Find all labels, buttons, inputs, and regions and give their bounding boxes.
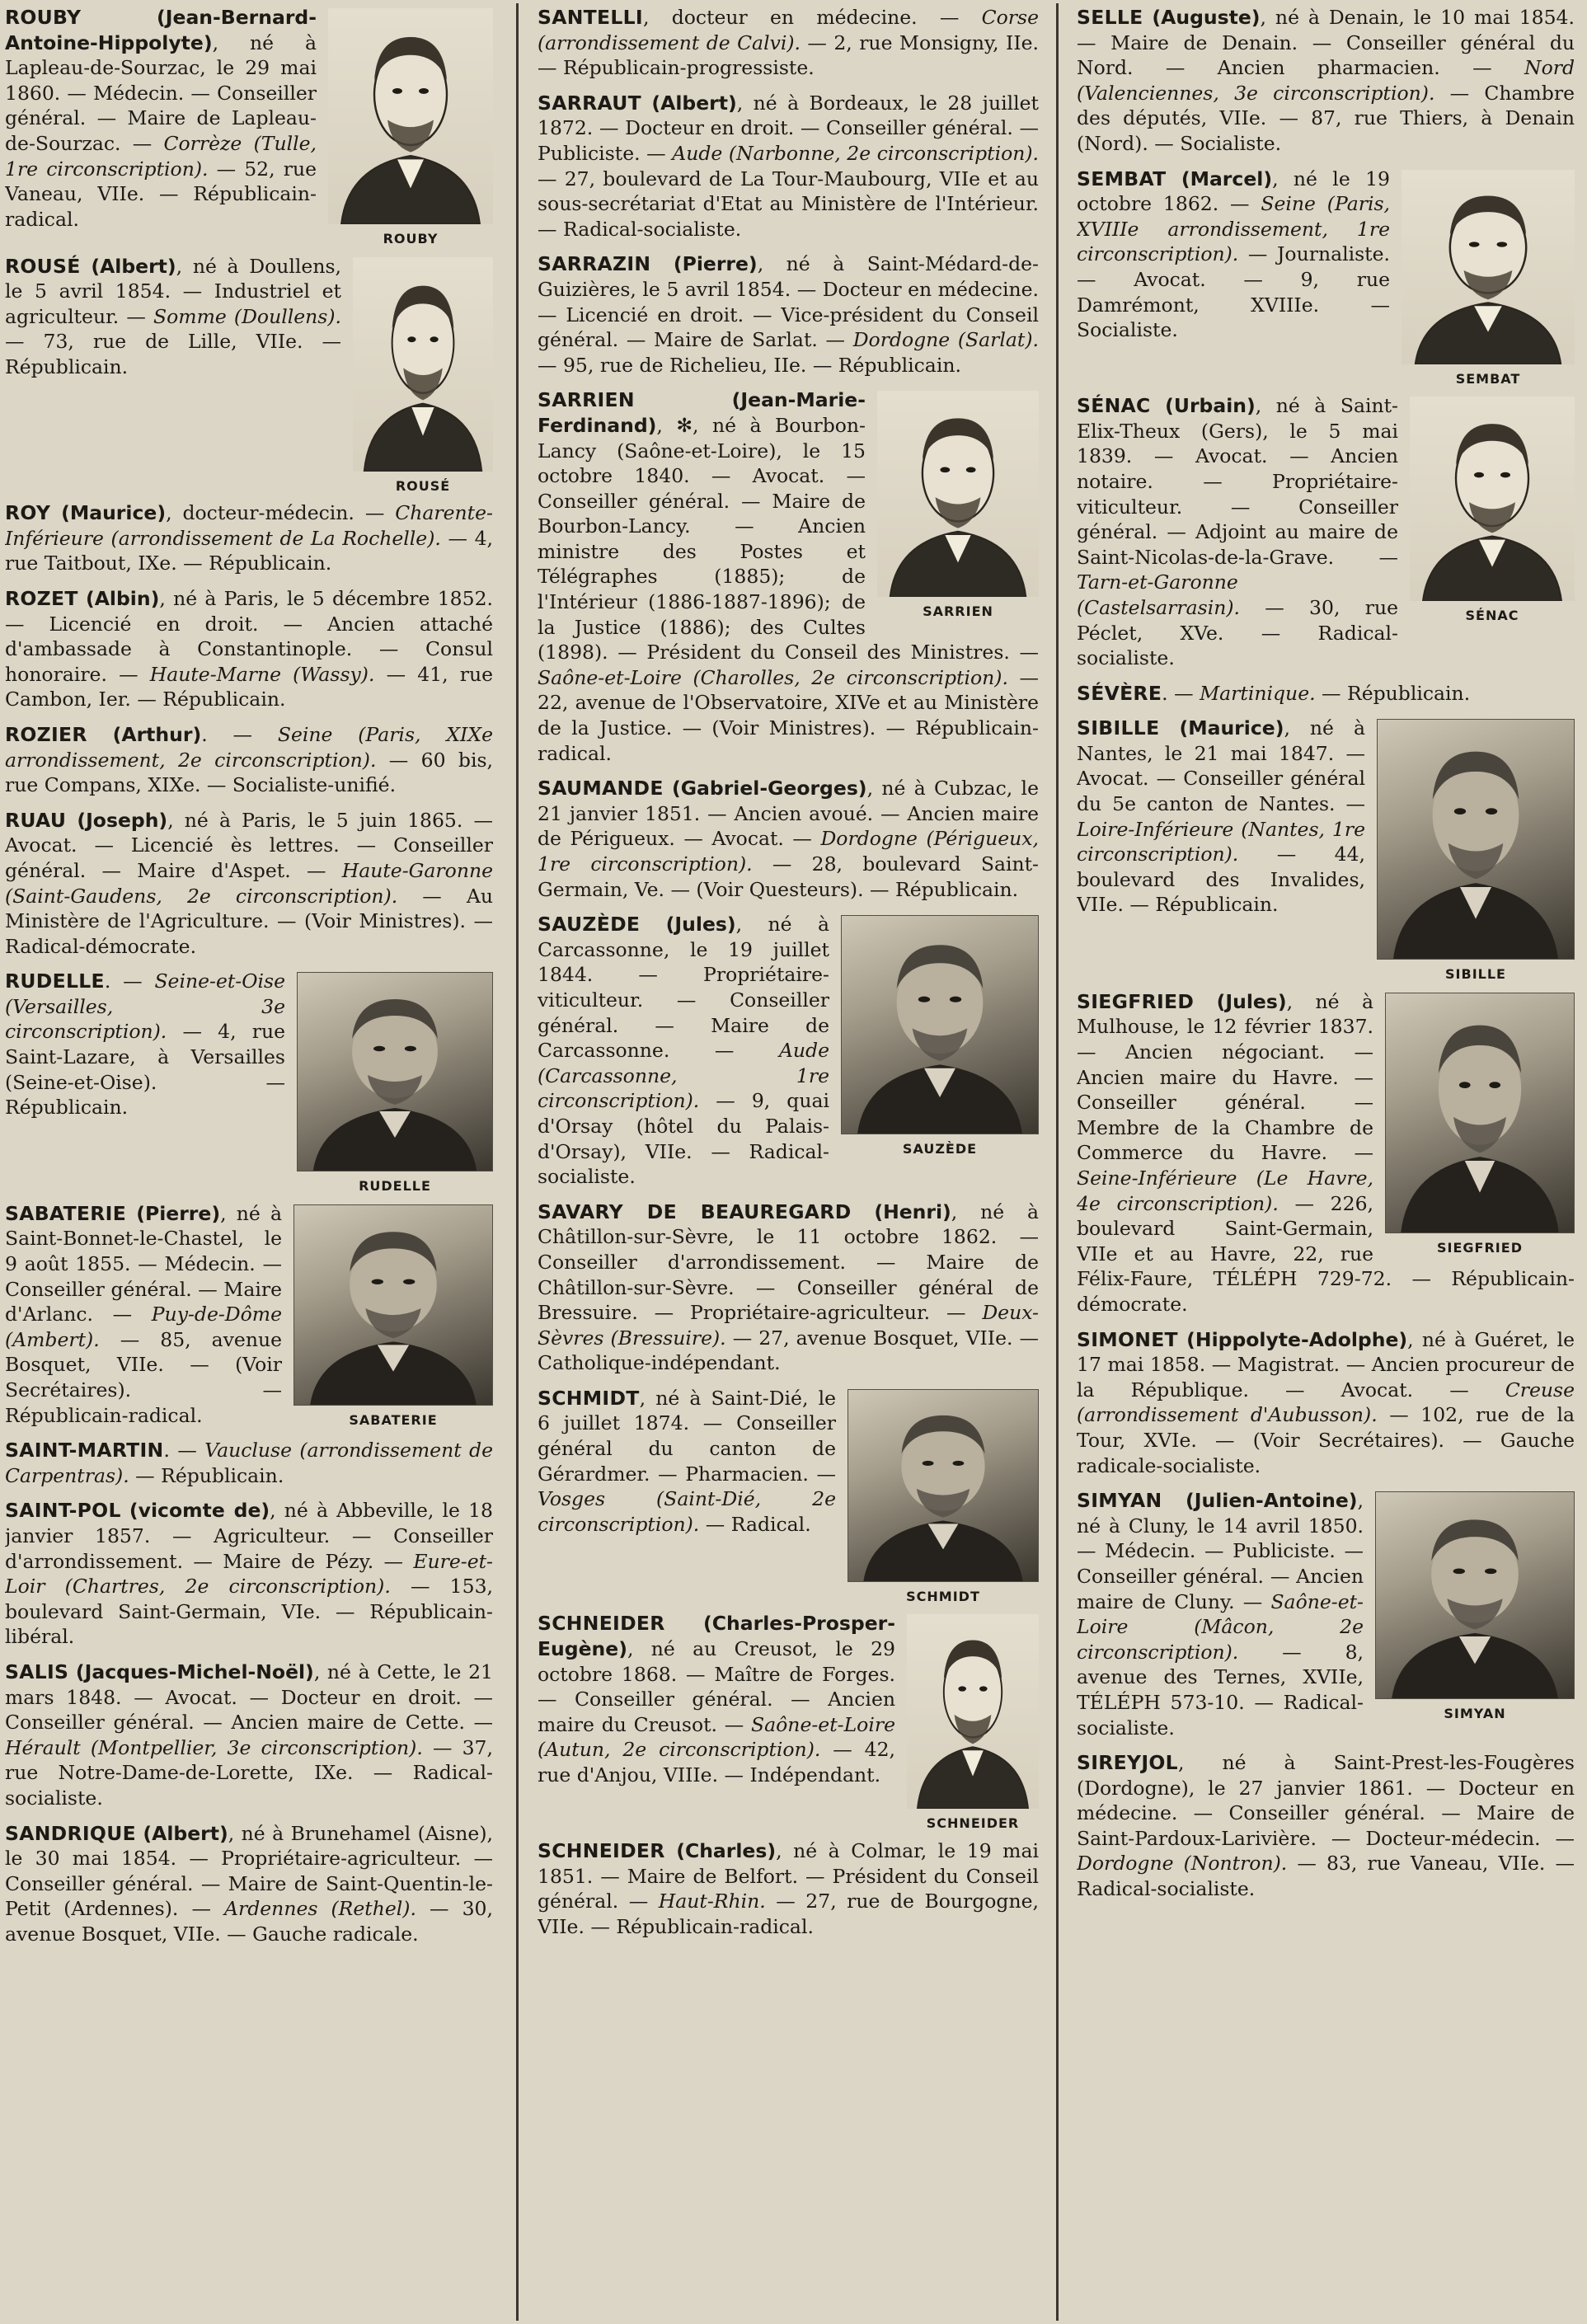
deputy-address-party: — 27, rue de Bourgogne, VIIe. — Républicain-radical. <box>538 1890 1039 1938</box>
portrait-caption: SARRIEN <box>923 603 993 620</box>
deputy-name: ROUSÉ <box>5 254 81 278</box>
deputy-name: SARRAZIN <box>538 252 651 276</box>
deputy-name: SCHMIDT <box>538 1386 640 1410</box>
deputy-details: , né à Nantes, le 21 mai 1847. — Avocat. — Conseiller général du 5e canton de Nantes. — <box>1077 716 1365 816</box>
column-divider <box>1056 3 1059 2321</box>
deputy-details: , né à Cubzac, le 21 janvier 1851. — Ancien avoué. — Ancien maire de Périgueux. — Avocat. — <box>538 777 1039 851</box>
deputy-constituency: Nord (Valenciennes, 3e circonscription). <box>1077 56 1575 105</box>
deputy-first-names: (Hippolyte-Adolphe) <box>1186 1327 1408 1351</box>
deputy-first-names: (Albert) <box>91 254 176 278</box>
deputy-name: SABATERIE <box>5 1201 127 1225</box>
deputy-first-names: (Maurice) <box>1179 716 1284 740</box>
deputy-address-party: — 37, rue Notre-Dame-de-Lorette, IXe. — Radical-socialiste. <box>5 1735 493 1810</box>
deputy-constituency: Seine-et-Oise (Versailles, 3e circonscription). <box>5 970 285 1044</box>
deputy-constituency: Martinique. <box>1200 681 1316 705</box>
deputy-constituency: Corrèze (Tulle, 1re circonscription). <box>5 131 317 181</box>
deputy-address-party: — 42, rue d'Anjou, VIIIe. — Indépendant. <box>538 1738 895 1787</box>
deputy-name: SARRAUT <box>538 91 641 115</box>
deputy-details: . — <box>104 970 155 993</box>
deputy-entry <box>1077 167 1575 387</box>
deputy-address-party: — 60 bis, rue Compans, XIXe. — Socialiste-unifié. <box>5 748 493 797</box>
deputy-address-party: — 41, rue Cambon, Ier. — Républicain. <box>5 662 493 711</box>
portrait <box>328 8 493 252</box>
deputy-details: , né à Saint-Elix-Theux (Gers), le 5 mai 1839. — Avocat. — Ancien notaire. — Propriétaire-viticulteur. — Conseiller général. — Adjoint au maire de Saint-Nicolas-de-la-Grave. — <box>1077 394 1398 569</box>
deputy-details: , né à Carcassonne, le 19 juillet 1844. — Propriétaire-viticulteur. — Conseiller général. — Maire de Carcassonne. — <box>538 913 829 1063</box>
deputy-address-party: — 4, rue Taitbout, IXe. — Républicain. <box>5 526 493 575</box>
deputy-details: , né à Bordeaux, le 28 juillet 1872. — Docteur en droit. — Conseiller général. — Publiciste. — <box>538 91 1039 165</box>
deputy-entry <box>5 1498 493 1650</box>
deputy-first-names: (Joseph) <box>77 808 168 832</box>
deputy-first-names: (Pierre) <box>136 1201 221 1225</box>
deputy-entry <box>1077 393 1575 671</box>
portrait-image <box>1402 170 1575 364</box>
portrait-image <box>847 1389 1039 1582</box>
portrait <box>1377 719 1575 988</box>
deputy-constituency: Hérault (Montpellier, 3e circonscription). <box>5 1735 423 1759</box>
deputy-address-party: — 2, rue Monsigny, IIe. — Républicain-progressiste. <box>538 31 1039 80</box>
deputy-first-names: (Gabriel-Georges) <box>672 777 867 800</box>
portrait-image <box>297 972 493 1171</box>
deputy-address-party: — 85, avenue Bosquet, VIIe. — (Voir Secrétaires). — Républicain-radical. <box>5 1327 282 1427</box>
portrait-caption: SCHNEIDER <box>926 1815 1020 1832</box>
deputy-address-party: — Journaliste. — Avocat. — 9, rue Damrémont, XVIIIe. — Socialiste. <box>1077 242 1390 342</box>
deputy-entry <box>5 969 493 1195</box>
deputy-first-names: (Henri) <box>874 1200 951 1223</box>
deputy-details: , né à Mulhouse, le 12 février 1837. — Ancien négociant. — Ancien maire du Havre. — Conseiller général. — Membre de la Chambre de Commerce du Havre. — <box>1077 989 1373 1165</box>
deputy-name: SAVARY DE BEAUREGARD <box>538 1200 852 1223</box>
portrait-image <box>353 257 493 472</box>
portrait-caption: SCHMIDT <box>906 1588 980 1604</box>
deputy-constituency: Aude (Carcassonne, 1re circonscription). <box>538 1039 829 1113</box>
portrait-caption: SABATERIE <box>349 1411 438 1428</box>
deputy-details: , né au Creusot, le 29 octobre 1868. — Maître de Forges. — Conseiller général. — Ancien maire du Creusot. — <box>538 1637 895 1736</box>
deputy-name: ROUBY <box>5 6 82 29</box>
deputy-entry <box>1077 1327 1575 1479</box>
portrait <box>1375 1491 1575 1727</box>
portrait <box>293 1204 493 1434</box>
deputy-first-names: (Jacques-Michel-Noël) <box>75 1660 314 1683</box>
deputy-entry <box>538 1386 1039 1604</box>
deputy-details: , né à Saint-Dié, le 6 juillet 1874. — Conseiller général du canton de Gérardmer. — Pharmacien. — <box>538 1386 836 1486</box>
deputy-name: ROY <box>5 501 51 525</box>
deputy-first-names: (Pierre) <box>673 252 758 276</box>
deputy-address-party: — 30, avenue Bosquet, VIIe. — Gauche radicale. <box>5 1897 493 1946</box>
deputy-details: , né à Cette, le 21 mars 1848. — Avocat. — Docteur en droit. — Conseiller général. — Ancien maire de Cette. — <box>5 1660 493 1735</box>
portrait-caption: SÉNAC <box>1465 608 1519 624</box>
deputy-entry <box>5 500 493 576</box>
deputy-entry <box>538 387 1039 766</box>
deputy-first-names: (Marcel) <box>1181 167 1273 190</box>
deputy-name: SIREYJOL <box>1077 1751 1178 1775</box>
deputy-entry <box>5 1821 493 1947</box>
deputy-address-party: — 4, rue Saint-Lazare, à Versailles (Seine-et-Oise). — Républicain. <box>5 1020 285 1120</box>
deputy-first-names: (Julien-Antoine) <box>1186 1489 1358 1513</box>
deputy-name: SCHNEIDER <box>538 1839 665 1863</box>
deputy-name: SIMONET <box>1077 1327 1178 1351</box>
deputy-details: , né à Saint-Prest-les-Fougères (Dordogne), le 27 janvier 1861. — Docteur en médecine. — Conseiller général. — Maire de Saint-Pardoux-Larivière. — Docteur-médecin. — <box>1077 1751 1575 1850</box>
portrait-image <box>1375 1491 1575 1699</box>
portrait <box>1385 993 1575 1261</box>
portrait <box>877 391 1039 625</box>
deputy-address-party: — 9, quai d'Orsay (hôtel du Palais-d'Orsay), VIIe. — Radical-socialiste. <box>538 1089 829 1189</box>
deputy-entry <box>538 1611 1039 1832</box>
column-2 <box>538 5 1039 2318</box>
deputy-details: , né à Paris, le 5 juin 1865. — Avocat. — Licencié ès lettres. — Conseiller général. — Maire d'Aspet. — <box>5 808 493 882</box>
portrait-image <box>907 1614 1039 1809</box>
deputy-name: SAINT-MARTIN <box>5 1439 164 1462</box>
deputy-name: RUDELLE <box>5 970 105 993</box>
deputy-details: . — <box>201 722 278 746</box>
deputy-address-party: — 226, boulevard Saint-Germain, VIIe et au Havre, 22, rue Félix-Faure, TÉLÉPH 729-72. — Républicain-démocrate. <box>1077 1191 1575 1316</box>
deputy-details: , né à Lapleau-de-Sourzac, le 29 mai 1860. — Médecin. — Conseiller général. — Maire de Lapleau-de-Sourzac. — <box>5 31 317 155</box>
portrait-caption: SIEGFRIED <box>1437 1239 1523 1256</box>
portrait <box>353 257 493 500</box>
deputy-entry <box>1077 1488 1575 1740</box>
deputy-first-names: (Urbain) <box>1165 394 1256 418</box>
portrait-caption: SAUZÈDE <box>902 1141 978 1157</box>
deputy-name: SIBILLE <box>1077 716 1160 740</box>
deputy-address-party: — 28, boulevard Saint-Germain, Ve. — (Voir Questeurs). — Républicain. <box>538 852 1039 901</box>
deputy-entry <box>538 912 1039 1190</box>
deputy-name: SELLE <box>1077 6 1143 29</box>
deputy-address-party: — 95, rue de Richelieu, IIe. — Républicain. <box>538 353 961 377</box>
portrait-caption: ROUBY <box>383 231 439 246</box>
deputy-first-names: (Albin) <box>85 586 160 610</box>
portrait <box>1402 170 1575 392</box>
deputy-details: , docteur en médecine. — <box>642 6 982 29</box>
deputy-entry <box>5 586 493 712</box>
deputy-constituency: Aude (Narbonne, 2e circonscription). <box>672 141 1039 165</box>
deputy-address-party: — Républicain. <box>129 1463 284 1487</box>
deputy-address-party: — 83, rue Vaneau, VIIe. — Radical-socialiste. <box>1077 1852 1575 1901</box>
deputy-name: ROZET <box>5 586 78 610</box>
deputy-details: , né à Cluny, le 14 avril 1850. — Médecin. — Publiciste. — Conseiller général. — Ancien maire de Cluny. — <box>1077 1489 1364 1613</box>
deputy-details: , né le 19 octobre 1862. — <box>1077 167 1390 216</box>
portrait <box>297 972 493 1200</box>
deputy-constituency: Tarn-et-Garonne (Castelsarrasin). <box>1077 570 1240 619</box>
deputy-details: , né à Abbeville, le 18 janvier 1857. — Agriculteur. — Conseiller d'arrondissement. — Maire de Pézy. — <box>5 1499 493 1573</box>
deputy-address-party: — 30, rue Péclet, XVe. — Radical-socialiste. <box>1077 595 1398 670</box>
deputy-constituency: Charente-Inférieure (arrondissement de La Rochelle). <box>5 501 493 550</box>
deputy-constituency: Eure-et-Loir (Chartres, 2e circonscription). <box>5 1549 493 1599</box>
deputy-details: , né à Colmar, le 19 mai 1851. — Maire de Belfort. — Président du Conseil général. — <box>538 1839 1039 1913</box>
deputy-constituency: Creuse (arrondissement d'Aubusson). <box>1077 1378 1575 1427</box>
deputy-constituency: Loire-Inférieure (Nantes, 1re circonscription). <box>1077 817 1365 866</box>
deputy-first-names: (Auguste) <box>1152 6 1261 29</box>
deputy-address-party: — 27, boulevard de La Tour-Maubourg, VIIe et au sous-secrétariat d'Etat au Ministère de l'Intérieur. — Radical-socialiste. <box>538 167 1039 241</box>
deputy-first-names: (Jean-Bernard-Antoine-Hippolyte) <box>5 6 317 54</box>
deputy-entry <box>538 1838 1039 1939</box>
deputy-constituency: Corse (arrondissement de Calvi). <box>538 6 1039 54</box>
deputy-entry <box>1077 681 1575 707</box>
deputy-entry <box>1077 1750 1575 1902</box>
deputy-address-party: — 153, boulevard Saint-Germain, VIe. — Républicain-libéral. <box>5 1575 493 1649</box>
portrait-image <box>293 1204 493 1406</box>
deputy-details: , né à Châtillon-sur-Sèvre, le 11 octobre 1862. — Conseiller d'arrondissement. — Maire de Châtillon-sur-Sèvre. — Conseiller général de Bressuire. — Propriétaire-agriculteur. — <box>538 1200 1039 1325</box>
deputy-address-party: — 44, boulevard des Invalides, VIIe. — Républicain. <box>1077 843 1365 917</box>
deputy-name: SAUMANDE <box>538 777 664 800</box>
deputy-entry <box>1077 5 1575 157</box>
portrait <box>847 1389 1039 1610</box>
deputy-constituency: Saône-et-Loire (Mâcon, 2e circonscription). <box>1077 1589 1364 1664</box>
deputy-entry <box>5 5 493 246</box>
deputy-address-party: — 52, rue Vaneau, VIIe. — Républicain-radical. <box>5 157 317 231</box>
deputy-constituency: Vosges (Saint-Dié, 2e circonscription). <box>538 1487 836 1536</box>
deputy-constituency: Saône-et-Loire (Autun, 2e circonscription). <box>538 1712 895 1762</box>
deputy-details: , ✻, né à Bourbon-Lancy (Saône-et-Loire), le 15 octobre 1840. — Avocat. — Conseiller général. — Maire de Bourbon-Lancy. — Ancien ministre des Postes et Télégraphes (1885); de l'Intérieur (1886-1887-1896); de la Justice (1886); des Cultes (1898). — Président du Conseil des Ministres. — <box>538 413 1039 664</box>
deputy-entry <box>5 1438 493 1488</box>
portrait-caption: SIMYAN <box>1444 1706 1506 1722</box>
deputy-details: , docteur-médecin. — <box>166 501 396 525</box>
deputy-constituency: Dordogne (Sarlat). <box>852 328 1039 352</box>
deputy-constituency: Haut-Rhin. <box>658 1890 766 1913</box>
deputy-constituency: Deux-Sèvres (Bressuire). <box>538 1301 1039 1350</box>
deputy-details: , né à Doullens, le 5 avril 1854. — Industriel et agriculteur. — <box>5 254 341 328</box>
deputy-constituency: Dordogne (Nontron). <box>1077 1852 1288 1876</box>
deputy-entry <box>538 91 1039 242</box>
portrait-caption: SEMBAT <box>1455 370 1521 387</box>
portrait-image <box>1410 397 1575 601</box>
portrait <box>841 915 1039 1162</box>
deputy-constituency: Haute-Garonne (Saint-Gaudens, 2e circonscription). <box>5 858 493 908</box>
deputy-entry <box>5 808 493 960</box>
portrait <box>1410 397 1575 629</box>
portrait-caption: SIBILLE <box>1445 966 1506 983</box>
deputy-first-names: (Charles) <box>676 1839 777 1863</box>
deputy-name: SAINT-POL <box>5 1499 121 1523</box>
deputy-first-names: (Albert) <box>143 1821 228 1845</box>
portrait-image <box>1377 719 1575 960</box>
deputy-entry <box>5 1660 493 1811</box>
deputy-name: SEMBAT <box>1077 167 1167 190</box>
deputy-entry <box>538 251 1039 378</box>
deputy-name: SARRIEN <box>538 388 635 412</box>
deputy-first-names: (Maurice) <box>61 501 167 525</box>
deputy-first-names: (Charles-Prosper-Eugène) <box>538 1612 895 1661</box>
deputy-address-party: — 102, rue de la Tour, XVIe. — (Voir Secrétaires). — Gauche radicale-socialiste. <box>1077 1403 1575 1477</box>
portrait-image <box>877 391 1039 597</box>
deputy-entry <box>538 5 1039 81</box>
deputy-constituency: Seine (Paris, XIXe arrondissement, 2e circonscription). <box>5 722 493 772</box>
deputy-details: , né à Saint-Médard-de-Guizières, le 5 avril 1854. — Docteur en médecine. — Licencié en droit. — Vice-président du Conseil général. — Maire de Sarlat. — <box>538 252 1039 352</box>
deputy-name: SANDRIQUE <box>5 1821 136 1845</box>
deputy-name: SALIS <box>5 1660 69 1683</box>
deputy-constituency: Vaucluse (arrondissement de Carpentras). <box>5 1439 493 1487</box>
deputy-entry <box>5 254 493 494</box>
column-1 <box>5 5 493 2318</box>
deputy-first-names: (vicomte de) <box>129 1499 270 1523</box>
deputy-address-party: — 8, avenue des Ternes, XVIIe, TÉLÉPH 573-10. — Radical-socialiste. <box>1077 1640 1364 1739</box>
column-divider <box>516 3 519 2321</box>
deputy-entry <box>5 722 493 798</box>
deputy-address-party: — Républicain. <box>1315 681 1471 705</box>
deputy-details: . — <box>163 1439 205 1462</box>
portrait-image <box>1385 993 1575 1233</box>
column-3 <box>1077 5 1575 2318</box>
deputy-address-party: — 27, avenue Bosquet, VIIe. — Catholique-indépendant. <box>538 1326 1039 1375</box>
portrait-caption: RUDELLE <box>359 1178 431 1195</box>
deputy-constituency: Seine-Inférieure (Le Havre, 4e circonscription). <box>1077 1167 1373 1215</box>
deputy-address-party: — Chambre des députés, VIIe. — 87, rue Thiers, à Denain (Nord). — Socialiste. <box>1077 81 1575 155</box>
deputy-name: SÉNAC <box>1077 394 1151 418</box>
deputy-entry <box>538 1200 1039 1376</box>
deputy-address-party: — Au Ministère de l'Agriculture. — (Voir Ministres). — Radical-démocrate. <box>5 884 493 958</box>
deputy-name: SÉVÈRE <box>1077 681 1162 705</box>
deputy-constituency: Haute-Marne (Wassy). <box>149 662 375 686</box>
deputy-first-names: (Arthur) <box>112 722 202 746</box>
deputy-constituency: Puy-de-Dôme (Ambert). <box>5 1303 282 1351</box>
deputy-entry <box>1077 716 1575 983</box>
deputy-name: RUAU <box>5 808 67 832</box>
deputy-details: , né à Saint-Bonnet-le-Chastel, le 9 août 1855. — Médecin. — Conseiller général. — Maire d'Arlanc. — <box>5 1201 282 1326</box>
deputy-name: SANTELLI <box>538 6 643 29</box>
deputy-details: , né à Brunehamel (Aisne), le 30 mai 1854. — Propriétaire-agriculteur. — Conseiller général. — Maire de Saint-Quentin-le-Petit (Ardennes). — <box>5 1821 493 1921</box>
portrait-image <box>841 915 1039 1134</box>
deputy-entry <box>5 1201 493 1428</box>
deputy-name: SIEGFRIED <box>1077 989 1195 1013</box>
portrait <box>907 1614 1039 1837</box>
deputy-name: SAUZÈDE <box>538 913 641 937</box>
deputy-details: , né à Paris, le 5 décembre 1852. — Licencié en droit. — Ancien attaché d'ambassade à Constantinople. — Consul honoraire. — <box>5 586 493 686</box>
deputy-constituency: Saône-et-Loire (Charolles, 2e circonscription). <box>538 665 1008 689</box>
deputy-first-names: (Albert) <box>651 91 737 115</box>
deputy-entry <box>1077 989 1575 1317</box>
deputy-name: SCHNEIDER <box>538 1612 665 1636</box>
deputy-first-names: (Jean-Marie-Ferdinand) <box>538 388 866 437</box>
deputy-constituency: Ardennes (Rethel). <box>224 1897 416 1921</box>
deputy-entry <box>538 776 1039 902</box>
deputy-details: . — <box>1162 681 1200 705</box>
portrait-caption: ROUSÉ <box>395 477 451 494</box>
deputy-details: , né à Guéret, le 17 mai 1858. — Magistrat. — Ancien procureur de la République. — Avocat. — <box>1077 1327 1575 1401</box>
deputy-details: , né à Denain, le 10 mai 1854. — Maire de Denain. — Conseiller général du Nord. — Ancien pharmacien. — <box>1077 6 1575 80</box>
deputy-constituency: Seine (Paris, XVIIIe arrondissement, 1re circonscription). <box>1077 192 1390 266</box>
deputy-constituency: Dordogne (Périgueux, 1re circonscription). <box>538 827 1039 876</box>
deputy-name: SIMYAN <box>1077 1489 1162 1513</box>
deputy-name: ROZIER <box>5 722 87 746</box>
deputy-address-party: — 73, rue de Lille, VIIe. — Républicain. <box>5 330 341 378</box>
deputy-address-party: — Radical. <box>699 1512 811 1536</box>
portrait-image <box>328 8 493 224</box>
deputy-constituency: Somme (Doullens). <box>153 304 341 328</box>
deputy-address-party: — 22, avenue de l'Observatoire, XIVe et au Ministère de la Justice. — (Voir Ministres). — Républicain-radical. <box>538 665 1039 765</box>
deputy-first-names: (Jules) <box>1216 989 1287 1013</box>
deputy-first-names: (Jules) <box>665 913 736 937</box>
